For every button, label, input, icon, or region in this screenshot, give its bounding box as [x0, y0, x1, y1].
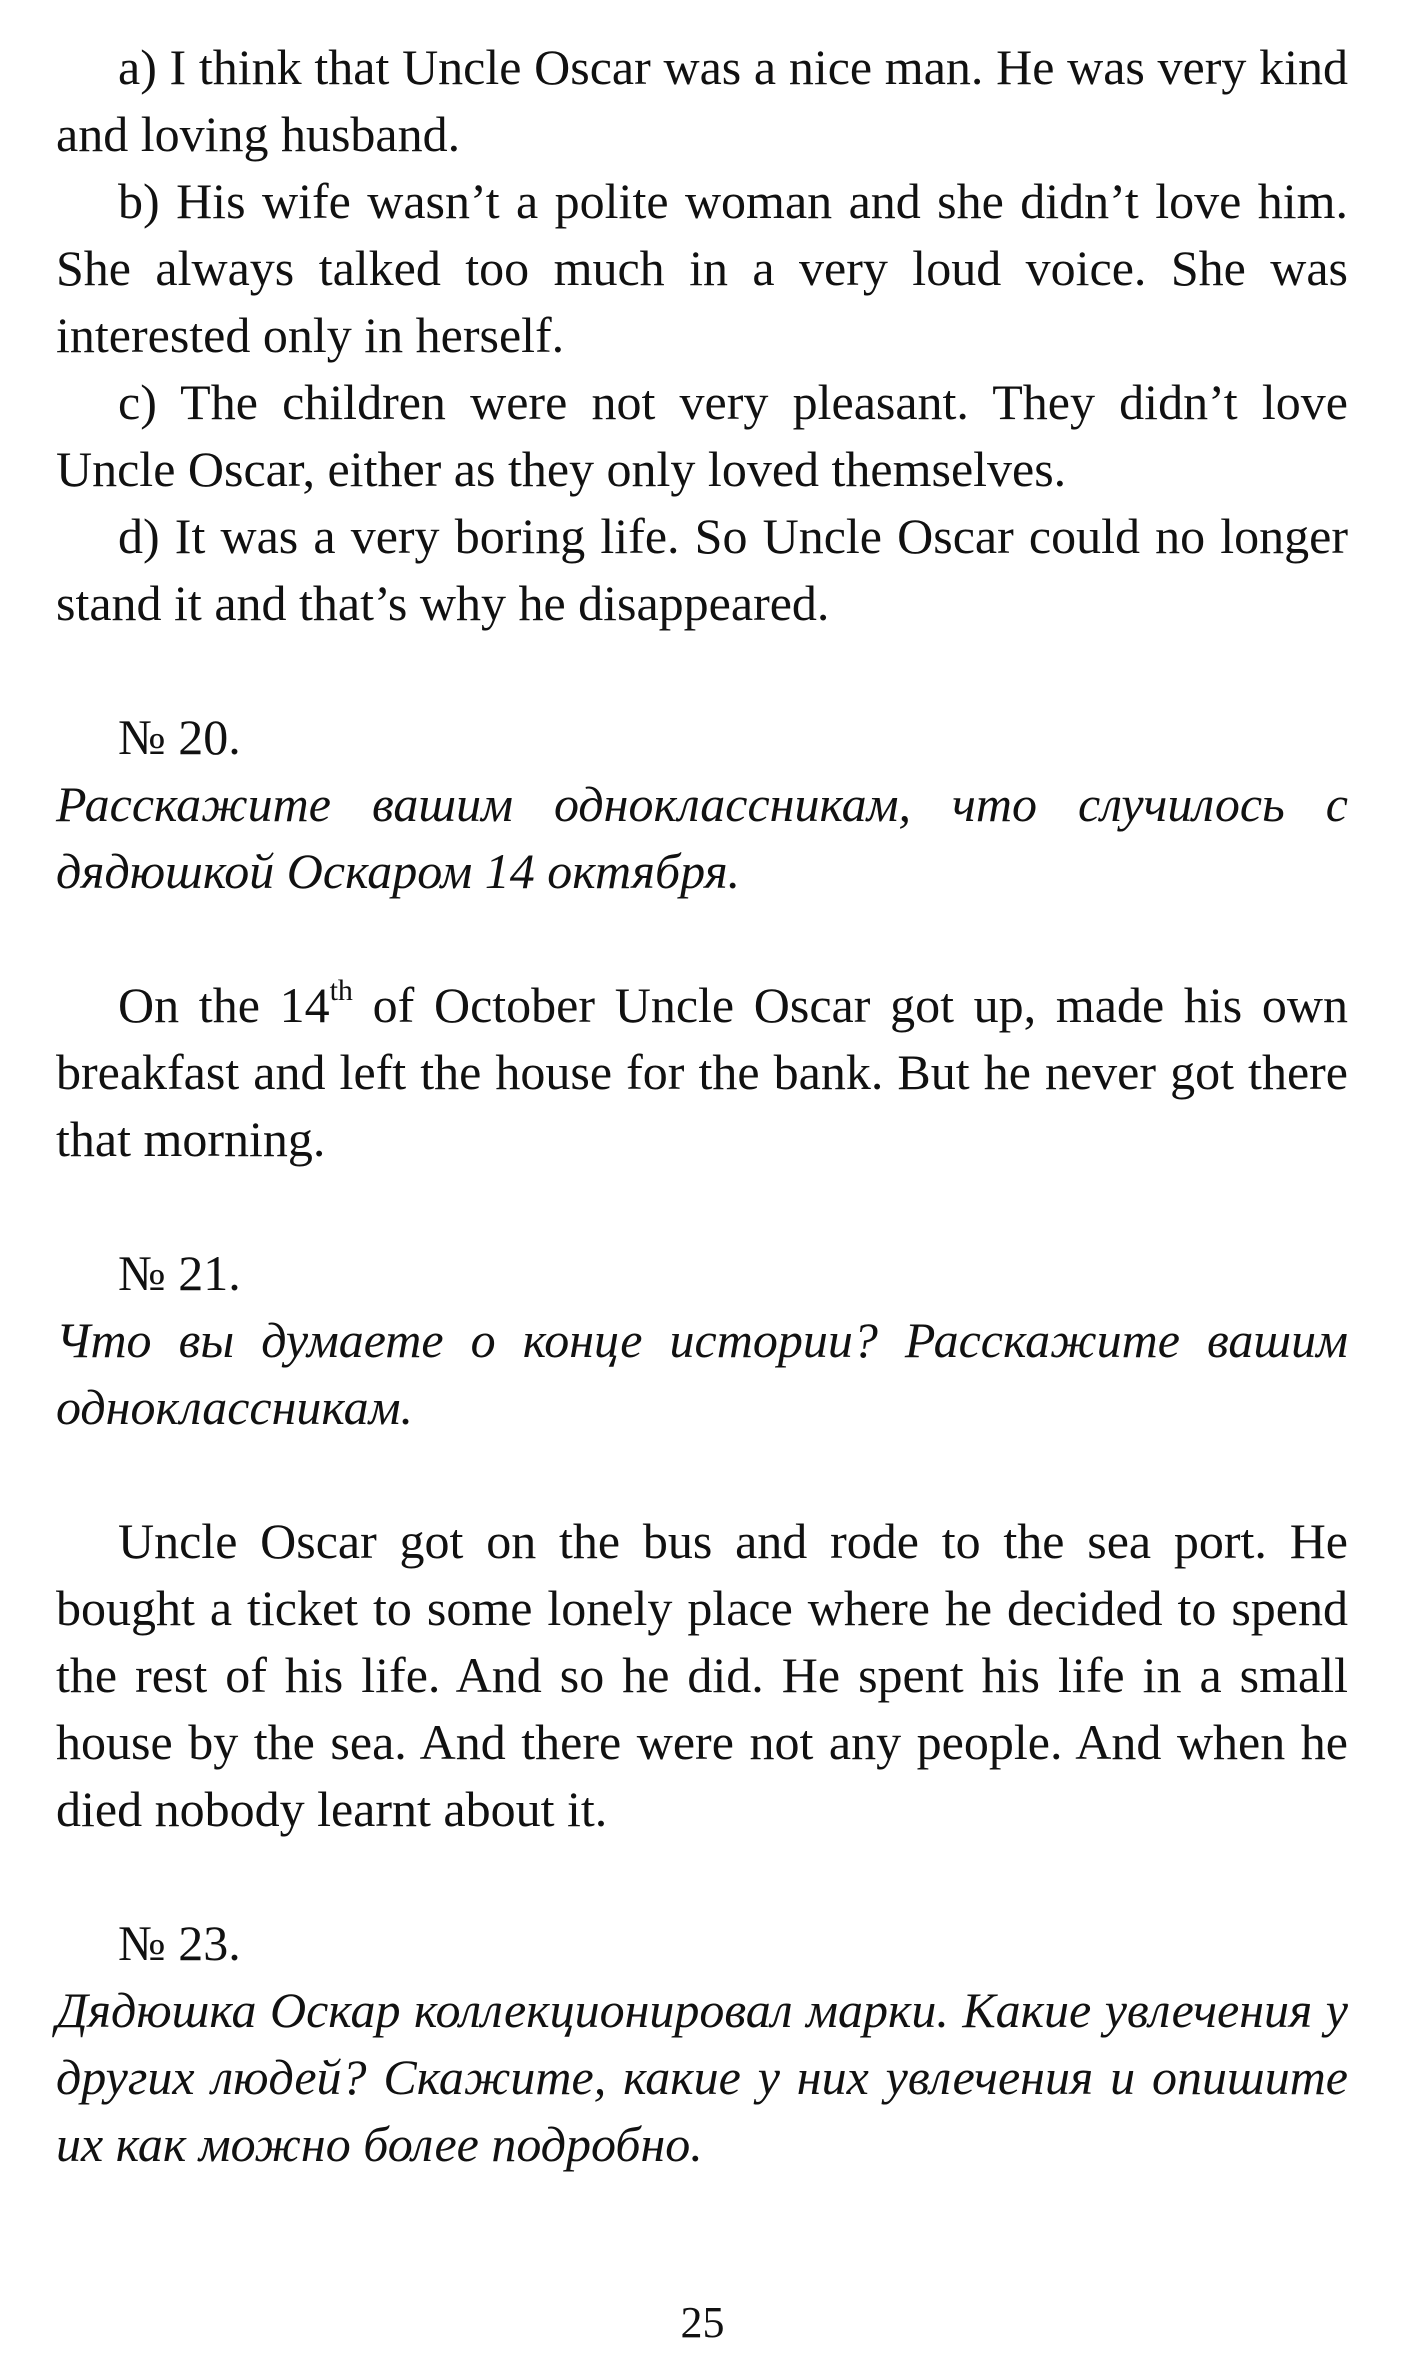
answer-text-rest: of October Uncle Oscar got up, made his own breakfast and left the house for the bank. But he never got there that morning.: [56, 977, 1348, 1167]
exercise-number: № 20.: [118, 709, 241, 765]
exercise-answer: Uncle Oscar got on the bus and rode to the sea port. He bought a ticket to some lonely place where he decided to spend the rest of his life. And so he did. He spent his life in a small house by the sea. And there were not any people. And when he died nobody learnt about it.: [56, 1513, 1348, 1837]
exercise-answer: [56, 972, 1348, 1173]
answer-item-c: c) The children were not very pleasant. They didn’t love Uncle Oscar, either as they only loved themselves.: [56, 374, 1348, 497]
exercise-task: Расскажите вашим одноклассникам, что случилось с дядюшкой Оскаром 14 октября.: [56, 776, 1348, 899]
exercise-task: Что вы думаете о конце истории? Расскажите вашим одноклассникам.: [56, 1312, 1348, 1435]
exercise-number: № 23.: [118, 1915, 241, 1971]
ordinal-superscript: th: [329, 974, 353, 1007]
page-text-column: [56, 34, 1348, 2178]
answer-text-start: On the 14: [118, 977, 330, 1033]
exercise-23: [56, 1910, 1348, 2178]
answer-item-d: d) It was a very boring life. So Uncle Oscar could no longer stand it and that’s why he disappeared.: [56, 508, 1348, 631]
page-number: 25: [680, 2298, 725, 2347]
exercise-20: [56, 704, 1348, 1173]
exercise-number: № 21.: [118, 1245, 241, 1301]
exercise-21: [56, 1240, 1348, 1843]
answer-item-a: a) I think that Uncle Oscar was a nice man. He was very kind and loving husband.: [56, 39, 1348, 162]
exercise-task: Дядюшка Оскар коллекционировал марки. Какие увлечения у других людей? Скажите, какие у них увлечения и опишите их как можно более подробно.: [56, 1982, 1348, 2172]
answer-item-b: b) His wife wasn’t a polite woman and she didn’t love him. She always talked too much in a very loud voice. She was interested only in herself.: [56, 173, 1348, 363]
